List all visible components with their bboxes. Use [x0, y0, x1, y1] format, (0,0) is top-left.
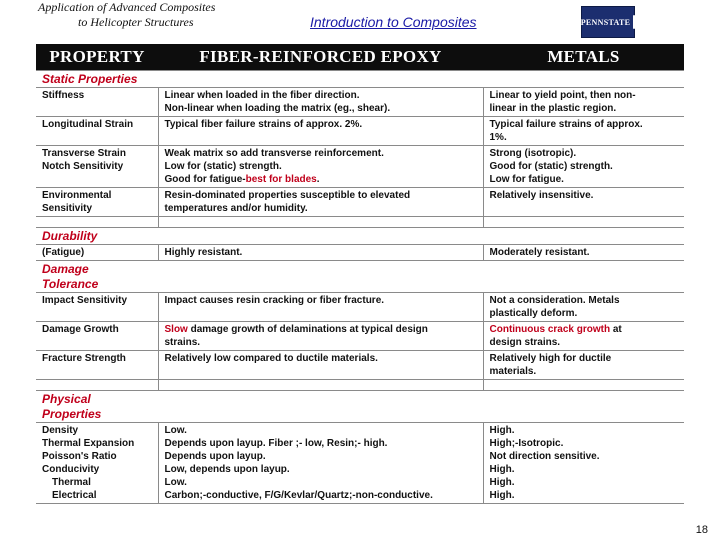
table-row [36, 293, 684, 322]
slide-heading: Introduction to Composites [310, 14, 477, 30]
table-row [36, 322, 684, 351]
section-damage-line2: Tolerance [42, 277, 99, 291]
title-line-2: to Helicopter Structures [78, 15, 194, 29]
label-longitudinal-strain: Longitudinal Strain [36, 117, 158, 146]
epoxy-fatigue: Highly resistant. [158, 245, 483, 261]
header-property: PROPERTY [36, 44, 158, 71]
page-number: 18 [695, 524, 708, 536]
metal-environmental: Relatively insensitive. [483, 188, 684, 217]
section-static: Static Properties [42, 72, 138, 86]
table-row [36, 117, 684, 146]
metal-stiffness: Linear to yield point, then non- linear in the plastic region. [483, 88, 684, 117]
presentation-title [30, 0, 270, 30]
epoxy-environmental: Resin-dominated properties susceptible to elevated temperatures and/or humidity. [158, 188, 483, 217]
epoxy-longitudinal-strain: Typical fiber failure strains of approx. 2%. [158, 117, 483, 146]
label-transverse: Transverse Strain Notch Sensitivity [36, 146, 158, 188]
section-row [36, 391, 684, 423]
label-environmental: Environmental Sensitivity [36, 188, 158, 217]
label-fatigue: (Fatigue) [36, 245, 158, 261]
epoxy-stiffness: Linear when loaded in the fiber direction. Non-linear when loading the matrix (eg., shear). [158, 88, 483, 117]
table-row [36, 88, 684, 117]
section-row [36, 261, 684, 293]
epoxy-transverse: Weak matrix so add transverse reinforcement. Low for (static) strength. Good for fatigue-best for blades. [158, 146, 483, 188]
label-fracture: Fracture Strength [36, 351, 158, 380]
spacer-row [36, 380, 684, 391]
label-stiffness: Stiffness [36, 88, 158, 117]
label-physical: Density Thermal Expansion Poisson's Ratio Conducivity Thermal Electrical [36, 423, 158, 504]
spacer-row [36, 217, 684, 228]
shield-icon [633, 15, 635, 29]
table-header-row [36, 44, 684, 71]
metal-fatigue: Moderately resistant. [483, 245, 684, 261]
header-epoxy: FIBER-REINFORCED EPOXY [158, 44, 483, 71]
epoxy-impact: Impact causes resin cracking or fiber fracture. [158, 293, 483, 322]
metal-damage-growth: Continuous crack growth at design strains. [483, 322, 684, 351]
header-metals: METALS [483, 44, 684, 71]
epoxy-fracture: Relatively low compared to ductile materials. [158, 351, 483, 380]
epoxy-damage-growth: Slow damage growth of delaminations at typical design strains. [158, 322, 483, 351]
table-row [36, 188, 684, 217]
epoxy-physical: Low. Depends upon layup. Fiber ;- low, Resin;- high. Depends upon layup. Low, depends upon layup. Low. Carbon;-conductive, F/G/Kevlar/Quartz;-non-conductive. [158, 423, 483, 504]
section-physical-line2: Properties [42, 407, 102, 421]
section-damage-line1: Damage [42, 262, 89, 276]
metal-transverse: Strong (isotropic). Good for (static) strength. Low for fatigue. [483, 146, 684, 188]
label-impact: Impact Sensitivity [36, 293, 158, 322]
metal-fracture: Relatively high for ductile materials. [483, 351, 684, 380]
metal-longitudinal-strain: Typical failure strains of approx. 1%. [483, 117, 684, 146]
table-row [36, 245, 684, 261]
section-physical-line1: Physical [42, 392, 91, 406]
table-row [36, 351, 684, 380]
label-damage-growth: Damage Growth [36, 322, 158, 351]
logo-text: PENNSTATE [580, 17, 631, 27]
metal-impact: Not a consideration. Metals plastically deform. [483, 293, 684, 322]
table-row [36, 423, 684, 504]
metal-physical: High. High;-Isotropic. Not direction sensitive. High. High. High. [483, 423, 684, 504]
pennstate-logo [581, 6, 635, 38]
section-durability: Durability [42, 229, 98, 243]
section-row [36, 71, 684, 88]
title-line-1: Application of Advanced Composites [38, 0, 216, 14]
comparison-table [36, 44, 684, 504]
table-row [36, 146, 684, 188]
section-row [36, 228, 684, 245]
